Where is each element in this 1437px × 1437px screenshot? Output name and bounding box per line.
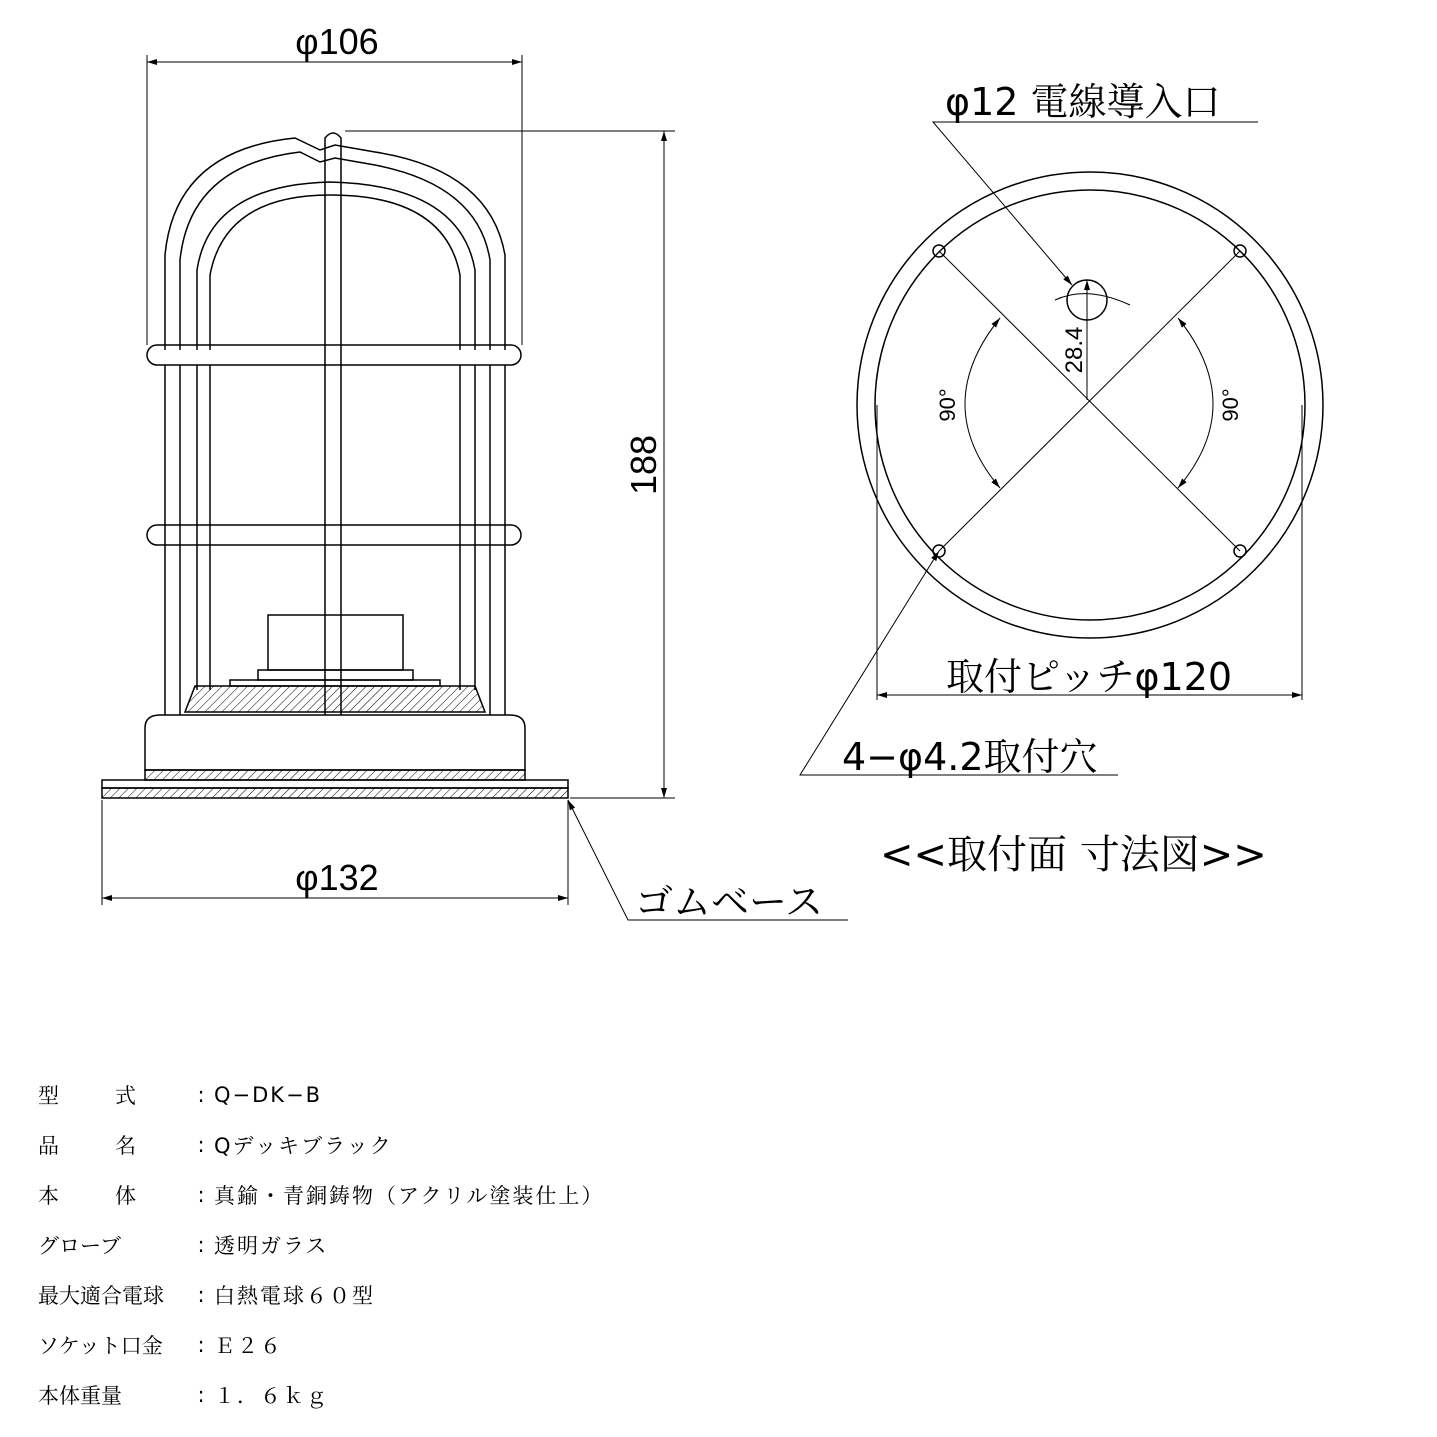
spec-label-a: ソケット口金 xyxy=(38,1334,163,1358)
wire-inlet-label: φ12 電線導入口 xyxy=(945,80,1221,124)
spec-value: Ｅ２６ xyxy=(214,1334,283,1358)
dim-top-width: φ106 xyxy=(295,21,379,62)
spec-colon: : xyxy=(197,1283,205,1307)
guard-arch-inner2 xyxy=(197,182,475,350)
spec-label xyxy=(38,1180,188,1210)
spec-value: Qデッキブラック xyxy=(214,1134,393,1158)
mount-view-title: <<取付面 寸法図>> xyxy=(880,832,1267,878)
spec-label-a: 品 xyxy=(38,1134,59,1158)
holes-label: 4−φ4.2取付穴 xyxy=(842,735,1098,779)
guard-band-upper xyxy=(147,345,521,365)
base-body xyxy=(145,715,525,770)
spec-label-a: 本 xyxy=(38,1184,59,1208)
spec-value: 真鍮・青銅鋳物（アクリル塗装仕上） xyxy=(214,1184,605,1208)
socket-collar xyxy=(185,686,485,712)
spec-value: Q−DK−B xyxy=(214,1083,323,1107)
offset-dim: 28.4 xyxy=(1061,326,1088,374)
rubber-base-plate xyxy=(102,780,568,788)
spec-colon: : xyxy=(197,1183,205,1207)
spec-colon: : xyxy=(197,1133,205,1157)
spec-row-bulb xyxy=(38,1270,604,1320)
spec-label-b: 式 xyxy=(115,1084,136,1108)
rubber-base-label: ゴムベース xyxy=(635,880,824,924)
spec-row-body xyxy=(38,1170,604,1220)
spec-label-a: グローブ xyxy=(38,1234,121,1258)
guard-band-lower xyxy=(147,525,521,545)
spec-label xyxy=(38,1330,188,1360)
spec-value: １．６ｋｇ xyxy=(214,1384,329,1408)
pitch-label: 取付ピッチφ120 xyxy=(946,655,1233,699)
center-rod xyxy=(325,133,341,715)
spec-row-model xyxy=(38,1070,604,1120)
spec-value: 白熱電球６０型 xyxy=(214,1284,375,1308)
mount-view xyxy=(857,172,1323,638)
dim-height: 188 xyxy=(623,434,664,496)
base-outer-circle xyxy=(857,172,1323,638)
spec-colon: : xyxy=(197,1233,205,1257)
spec-colon: : xyxy=(197,1083,205,1107)
socket-cap xyxy=(268,615,403,670)
spec-value: 透明ガラス xyxy=(214,1234,329,1258)
spec-colon: : xyxy=(197,1333,205,1357)
spec-row-socket xyxy=(38,1320,604,1370)
spec-label xyxy=(38,1230,188,1260)
spec-label xyxy=(38,1280,188,1310)
spec-row-name xyxy=(38,1120,604,1170)
spec-row-globe xyxy=(38,1220,604,1270)
guard-arch-outer xyxy=(165,138,505,350)
spec-table xyxy=(38,1070,604,1420)
dim-bottom-width: φ132 xyxy=(295,857,379,898)
spec-label xyxy=(38,1080,188,1110)
angle-left: 90° xyxy=(935,388,960,422)
front-view xyxy=(102,133,568,798)
spec-label-b: 名 xyxy=(115,1134,136,1158)
spec-colon: : xyxy=(197,1383,205,1407)
spec-label-a: 型 xyxy=(38,1084,59,1108)
spec-label-a: 本体重量 xyxy=(38,1384,122,1408)
angle-right: 90° xyxy=(1218,388,1243,422)
spec-row-weight xyxy=(38,1370,604,1420)
spec-label-a: 最大適合電球 xyxy=(38,1284,164,1308)
spec-label-b: 体 xyxy=(115,1184,136,1208)
spec-label xyxy=(38,1130,188,1160)
spec-label xyxy=(38,1380,188,1410)
